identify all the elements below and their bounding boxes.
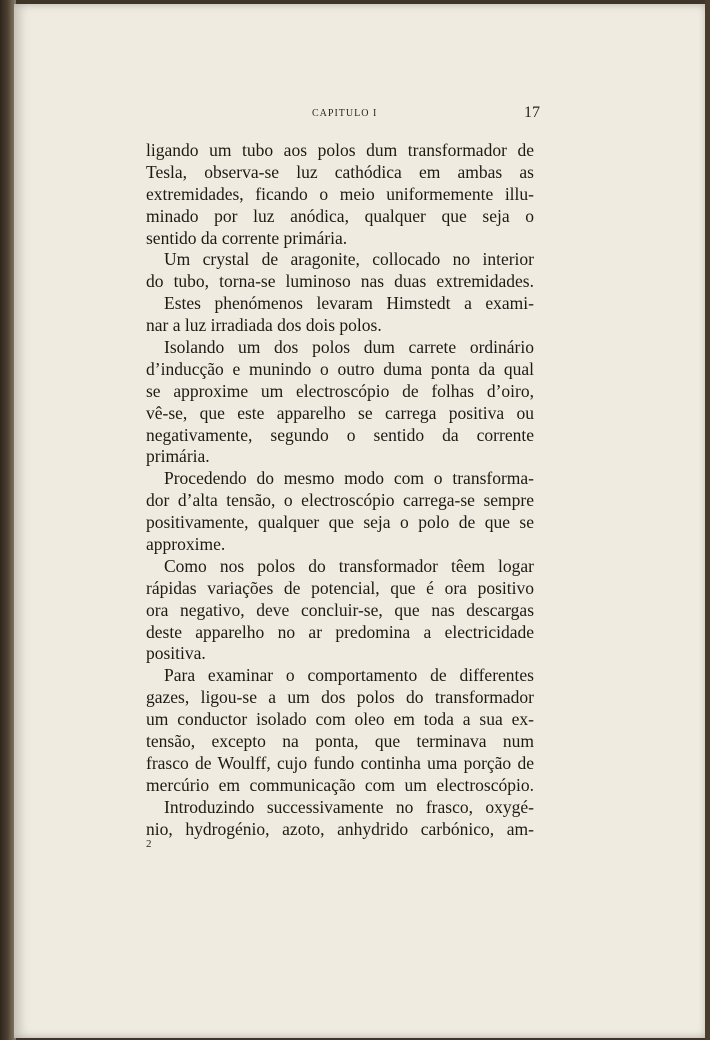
text-line: frasco de Woulff, cujo fundo continha uma porção de <box>146 752 534 773</box>
page-edge <box>705 0 710 1040</box>
text-line: positiva. <box>146 643 206 664</box>
text-line: Um crystal de aragonite, collocado no interior <box>164 249 534 270</box>
text-line: nar a luz irradiada dos dois polos. <box>146 315 382 336</box>
text-line: vê-se, que este apparelho se carrega positiva ou <box>146 402 534 423</box>
text-line: Procedendo do mesmo modo com o transforma- <box>164 468 534 489</box>
text-line: do tubo, torna-se luminoso nas duas extremidades. <box>146 271 534 292</box>
text-line: primária. <box>146 446 210 467</box>
text-line: extremidades, ficando o meio uniformemente illu- <box>146 183 534 204</box>
body-text <box>146 140 534 841</box>
text-line: deste apparelho no ar predomina a electricidade <box>146 621 534 642</box>
text-line: gazes, ligou-se a um dos polos do transformador <box>146 687 534 708</box>
text-line: minado por luz anódica, qualquer que seja o <box>146 205 534 226</box>
text-line: negativamente, segundo o sentido da corrente <box>146 424 534 445</box>
text-line: rápidas variações de potencial, que é ora positivo <box>146 577 534 598</box>
text-line: positivamente, qualquer que seja o polo de que se <box>146 512 534 533</box>
text-line: Estes phenómenos levaram Himstedt a exami- <box>164 293 534 314</box>
text-line: Isolando um dos polos dum carrete ordinário <box>164 337 534 358</box>
text-line: dor d’alta tensão, o electroscópio carrega-se sempre <box>146 490 534 511</box>
text-line: sentido da corrente primária. <box>146 227 348 248</box>
text-line: Para examinar o comportamento de differentes <box>164 665 534 686</box>
text-line: Como nos polos do transformador têem logar <box>164 555 534 576</box>
text-line: nio, hydrogénio, azoto, anhydrido carbónico, am- <box>146 818 534 839</box>
page-number: 17 <box>524 104 540 121</box>
text-line: tensão, excepto na ponta, que terminava num <box>146 731 534 752</box>
text-line: d’inducção e munindo o outro duma ponta da qual <box>146 358 534 379</box>
signature-mark: 2 <box>146 838 152 850</box>
chapter-title: CAPITULO I <box>312 108 378 119</box>
text-line: Tesla, observa-se luz cathódica em ambas as <box>146 161 534 182</box>
text-line: Introduzindo successivamente no frasco, oxygé- <box>164 796 534 817</box>
text-line: se approxime um electroscópio de folhas d’oiro, <box>146 380 534 401</box>
text-line: um conductor isolado com oleo em toda a sua ex- <box>146 709 534 730</box>
text-line: mercúrio em communicação com um electroscópio. <box>146 774 534 795</box>
text-line: ora negativo, deve concluir-se, que nas descargas <box>146 599 534 620</box>
text-line: approxime. <box>146 534 226 555</box>
running-head <box>132 106 540 126</box>
text-line: ligando um tubo aos polos dum transformador de <box>146 140 534 160</box>
